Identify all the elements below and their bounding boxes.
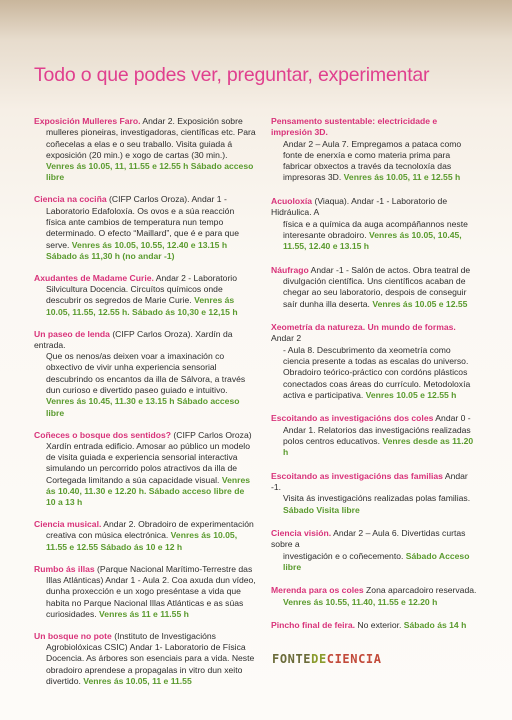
activity-name: Merenda para os coles (271, 585, 364, 596)
activity-location: (CIFP Carlos Oroza) (171, 429, 252, 440)
activity-location: Andar -1 - Salón de actos. Obra teatral de (308, 264, 471, 275)
activity-description: creativa con música electrónica. (46, 530, 171, 541)
page-title: Todo o que podes ver, preguntar, experimentar (34, 64, 430, 86)
activity-name: Escoitando as investigacións das familias (271, 470, 443, 481)
activity-location: (Parque Nacional Marítimo-Terrestre das (94, 563, 253, 574)
list-item (34, 329, 256, 419)
activity-schedule: Venres ás 10.40, 11.30 e 12.20 h. Sábado acceso libre de 10 a 13 h (46, 474, 251, 508)
list-item (271, 196, 477, 252)
activity-name: Pincho final de feira. (271, 620, 356, 631)
activity-name: Náufrago (271, 264, 309, 275)
activity-name: Axudantes de Madame Curie. (34, 272, 154, 283)
list-item (271, 585, 477, 608)
fonte-de-ciencia-logo: FONTEDECIENCIA (272, 652, 382, 666)
activity-description: divulgación científica. Uns científicos acaban de chegar ao seu laboratorio, despois de conseguir saír dunha illa deserta. (283, 275, 467, 309)
activity-name: Ciencia musical. (34, 519, 102, 530)
activity-schedule: Venres ás 10.05, 11.55, 12.55 h. Sábado ás 10,30 e 12,15 h (46, 295, 238, 317)
activity-location: (CIFP Carlos Oroza). Andar 1 - (106, 194, 227, 205)
activity-schedule: Venres ás 11 e 11.55 h (99, 608, 189, 619)
activity-location: Andar 0 - (433, 413, 471, 424)
activity-schedule: Venres ás 10.05, 11, 11.55 e 12.55 h Sábado acceso libre (46, 161, 254, 183)
activity-location: Andar 2 – Aula 6. Divertidas curtas sobre a (271, 528, 466, 550)
activity-schedule: Venres ás 10.05 e 12.55 (372, 298, 468, 309)
activity-description: Visita ás investigacións realizadas polas familias. (283, 493, 471, 504)
list-item (34, 273, 256, 318)
activity-location: Andar 2. Obradoiro de experimentación (101, 519, 254, 530)
activity-description: mulleres pioneiras, investigadoras, científicas etc. Para coñecelas a elas e o seu traballo. Visita guiada á exposición (20 min.) e xogo de cartas (30 min.). (46, 127, 256, 160)
list-item (271, 413, 477, 458)
list-item (271, 528, 477, 573)
activity-description: Silvicultura Docencia. Circuítos químicos onde descubrir os segredos de Marie Curie. (46, 284, 223, 306)
list-item (271, 620, 477, 631)
activity-location: Andar -1. (271, 470, 468, 492)
activity-name: Ciencia visión. (271, 528, 332, 539)
activity-name: Un bosque no pote (34, 630, 112, 641)
activity-schedule: Sábado ás 14 h (403, 620, 467, 631)
activity-schedule: Sábado Visita libre (283, 504, 360, 515)
list-item (271, 471, 477, 516)
activity-name: Un paseo de lenda (34, 328, 110, 339)
activity-schedule: Venres desde as 11.20 h (283, 435, 474, 458)
activity-description: Agrobiolóxicas CSIC) Andar 1- Laboratorio de Física Docencia. As árbores son esenciais para a vida. Neste obradoiro aprendese a propagalas in vitro dun xeito divertido. (46, 642, 255, 686)
activity-location: (CIFP Carlos Oroza). Xardín da entrada. (34, 328, 233, 350)
activity-description: física e a química da auga acompáñannos neste interesante obradoiro. (283, 218, 468, 240)
activity-schedule: Venres ás 10.55, 11.40, 11.55 e 12.20 h (283, 596, 438, 607)
list-item (34, 194, 256, 262)
activity-location: Andar 2. Exposición sobre (140, 116, 243, 126)
activity-description: Illas Atlánticas) Andar 1 - Aula 2. Coa axuda dun vídeo, dunha proxección e un xogo preséntase a vida que habita no Parque Nacional Illas Atlánticas e as súas curiosidades. (46, 574, 256, 619)
activity-location: Andar 2 (271, 333, 302, 344)
activity-name: Escoitando as investigacións dos coles (271, 413, 434, 424)
activity-location: Andar 2 - Laboratorio (153, 272, 238, 283)
activity-schedule: Venres ás 10.05, 10.55, 12.40 e 13.15 h Sábado ás 11,30 h (no andar -1) (46, 239, 228, 261)
activity-name: Exposición Mulleres Faro. (34, 116, 141, 126)
activity-location: (Instituto de Investigacións (111, 630, 216, 641)
activity-name: Ciencia na cociña (34, 194, 107, 205)
activity-location: (Viaqua). Andar -1 - Laboratorio de Hidráulica. A (271, 195, 448, 218)
list-item (271, 322, 477, 401)
activity-name: Coñeces o bosque dos sentidos? (34, 429, 172, 440)
activity-schedule: Venres ás 10.05, 11 e 11.55 (83, 675, 192, 686)
activity-location: No exterior. (355, 620, 404, 631)
activity-description: Que os nenos/as deixen voar a imaxinación co obxectivo de vivir unha experiencia sensorial descubrindo os encantos da illa de Sálvora, a través dun curioso e divertido paseo guiado e intuitivo. (46, 351, 246, 396)
activity-schedule: Sábado Acceso libre (283, 550, 470, 572)
activity-name: Rumbo ás illas (34, 563, 95, 574)
list-item (34, 631, 256, 687)
list-item (271, 265, 477, 310)
list-item (34, 519, 256, 553)
activity-description: Laboratorio Edafoloxía. Os ovos e a súa reacción física ante cambios de temperatura nun tempo determinado. O efecto “Maillard”, que é e para que serve. (46, 205, 239, 250)
activity-description: investigación e o coñecemento. (283, 550, 406, 561)
activity-schedule: Venres ás 10.05, 10.45, 11.55, 12.40 e 13.15 h (283, 229, 462, 252)
list-item (271, 116, 477, 184)
right-column (271, 116, 477, 644)
activity-schedule: Venres ás 10.05, 11 e 12.55 h (343, 172, 461, 183)
activity-description: Andar 1. Relatorios das investigacións realizadas polos centros educativos. (283, 424, 471, 446)
activity-description: Andar 2 – Aula 7. Empregamos a pataca como fonte de enerxía e como materia prima para fabricar obxectos a través da tecnoloxía das impresoras 3D. (283, 138, 462, 183)
activity-name: Xeometría da natureza. Un mundo de formas. (271, 322, 456, 333)
activity-schedule: Venres 10.05 e 12.55 h (365, 389, 457, 400)
activity-description: Xardín entrada edificio. Amosar ao público un modelo de visita guiada e experiencia sensorial interactiva simulando un percorrido polos atractivos da illa de Cortegada limitando a súa capacidade visual. (46, 440, 250, 485)
list-item (34, 564, 256, 620)
left-column (34, 116, 256, 698)
activity-schedule: Venres ás 10.05, 11.55 e 12.55 Sábado ás 10 e 12 h (46, 530, 238, 552)
activity-location: Zona aparcadoiro reservada. (363, 585, 477, 596)
activity-name: Pensamento sustentable: electricidade e impresión 3D. (271, 116, 438, 138)
activity-description: - Aula 8. Descubrimento da xeometría como ciencia presente a todas as escalas do universo. Obradoiro teórico-práctico con cordóns plásticos conectados coas áreas do currículo. Metodoloxía activa e participativa. (283, 344, 471, 400)
activity-name: Acuoloxía (271, 195, 313, 206)
list-item (34, 430, 256, 509)
activity-schedule: Venres ás 10.45, 11.30 e 13.15 h Sábado acceso libre (46, 396, 240, 418)
list-item (34, 116, 256, 184)
